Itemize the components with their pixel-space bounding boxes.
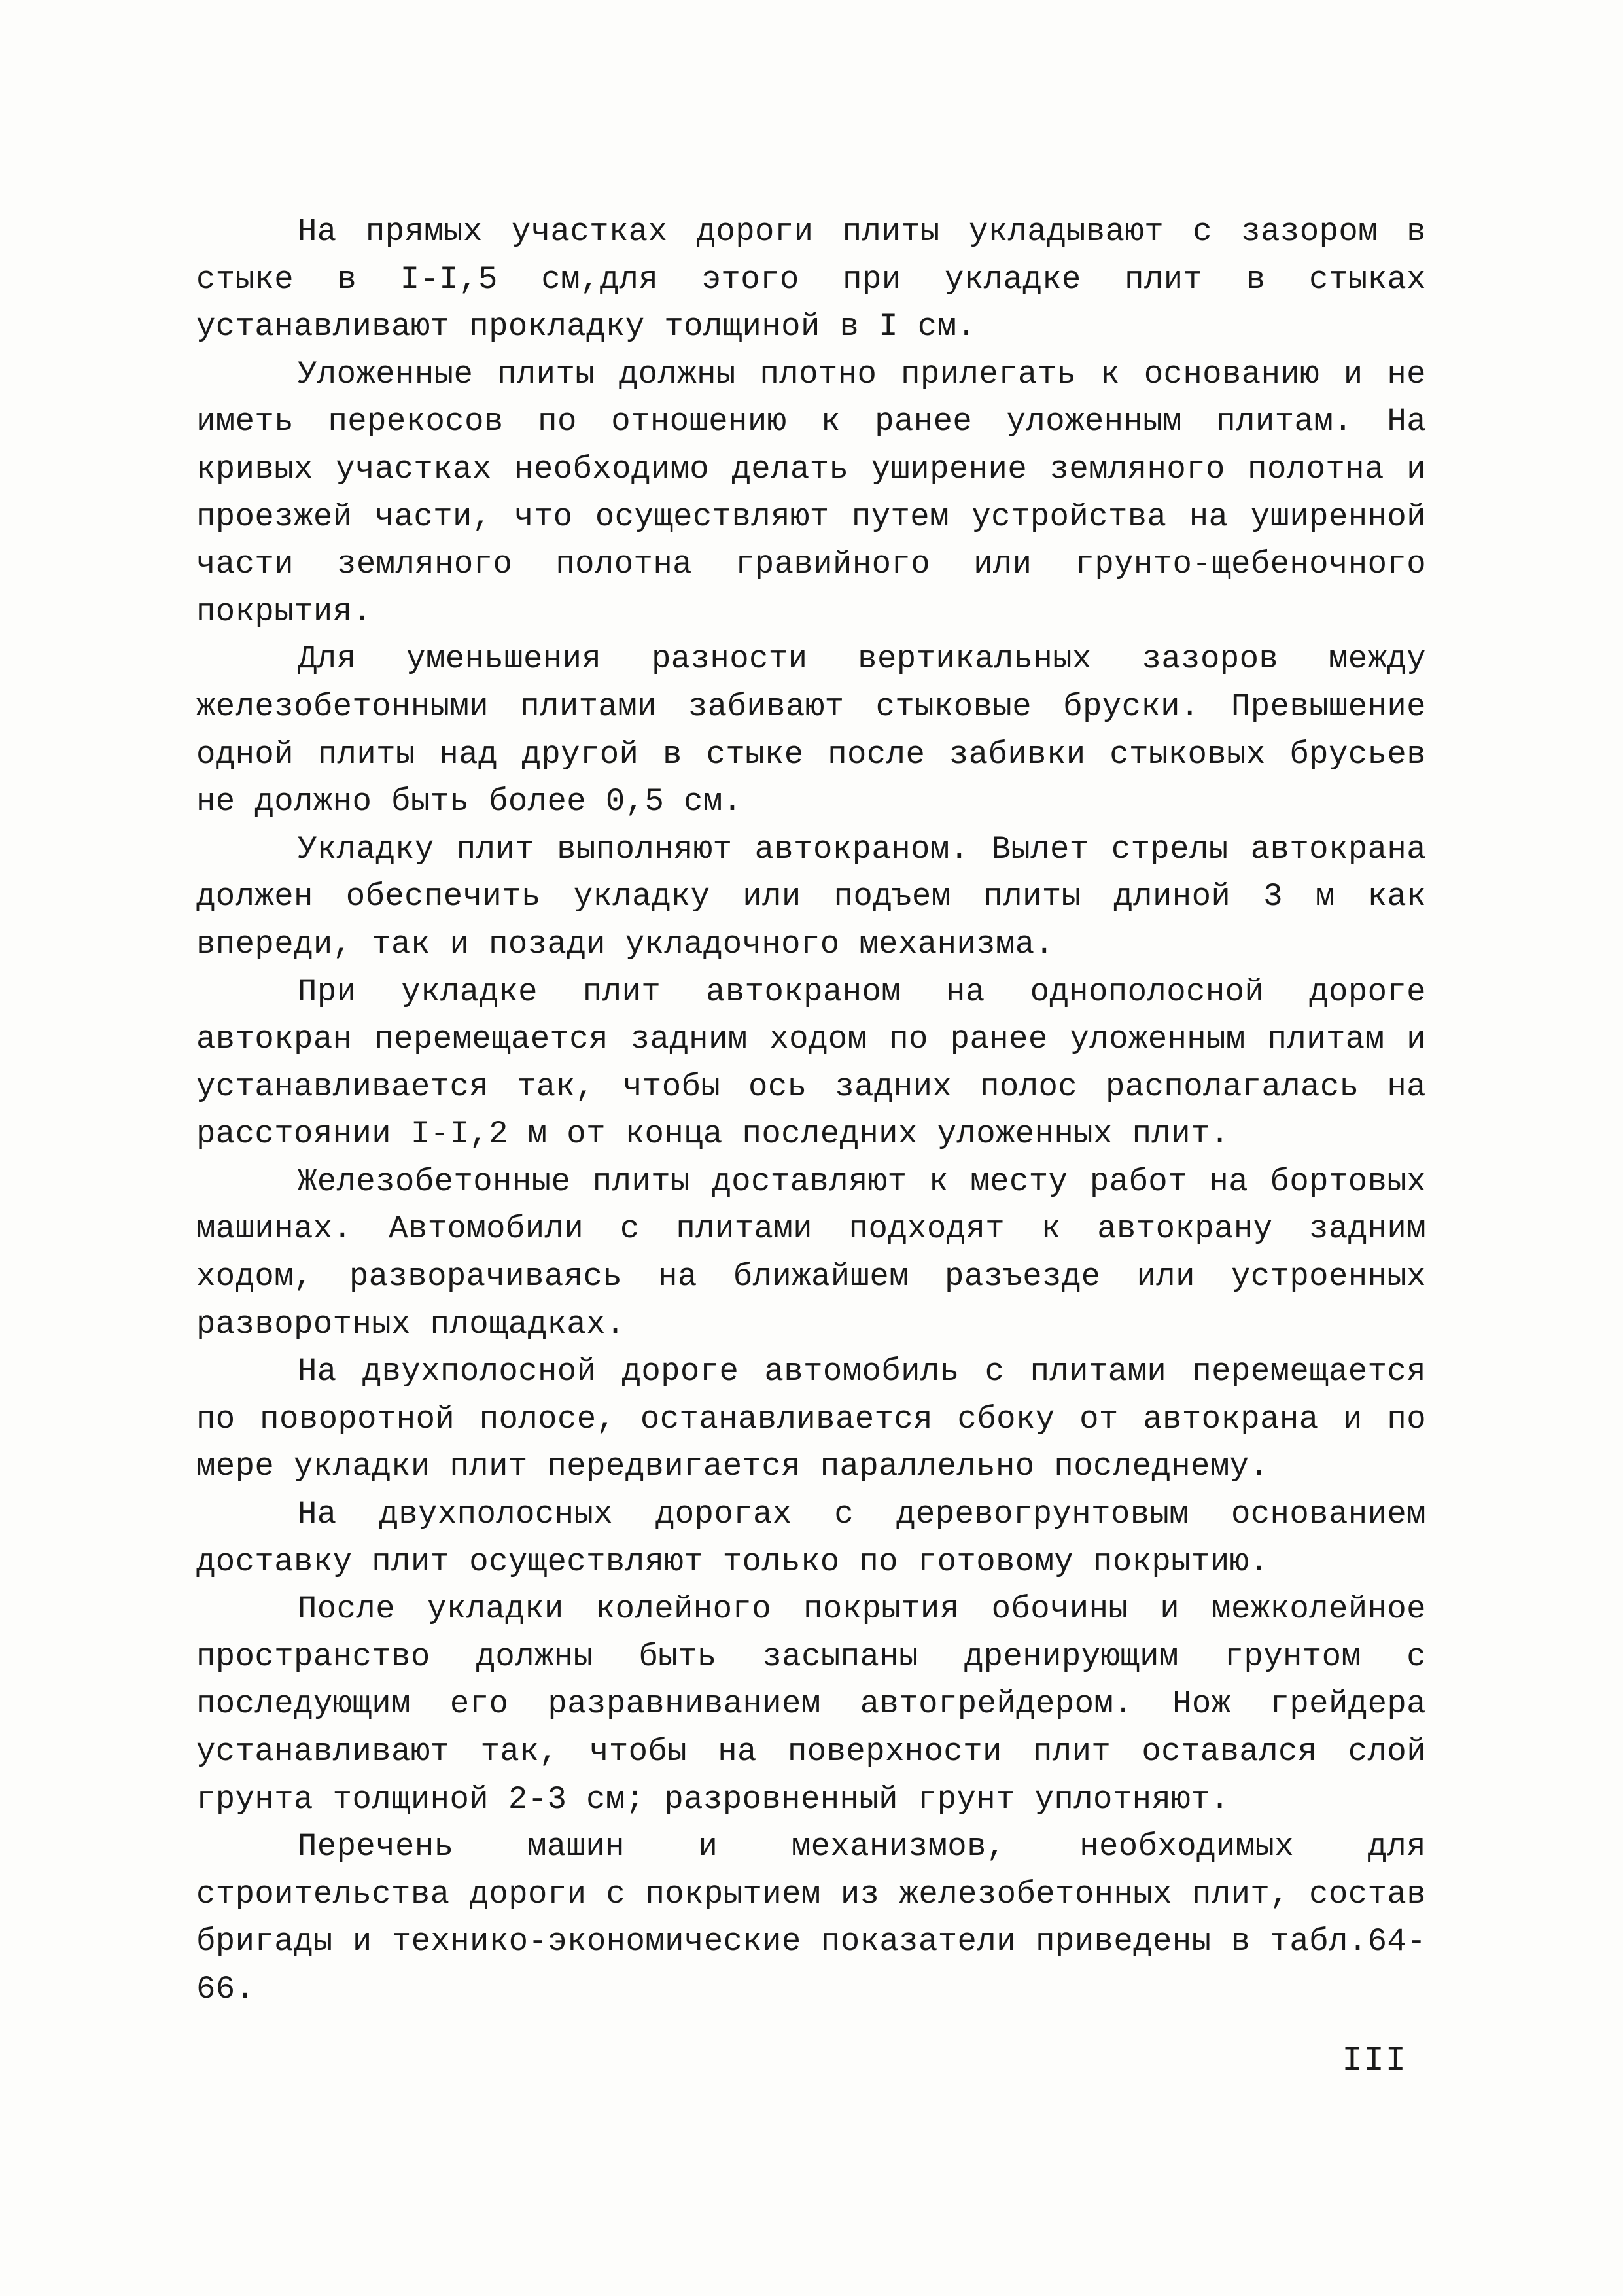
paragraph-8: На двухполосных дорогах с деревогрунтовым основанием доставку плит осуществляют только по готовому покрытию. (196, 1496, 1426, 1580)
paragraph-4: Укладку плит выполняют автокраном. Вылет стрелы автокрана должен обеспечить укладку или подъем плиты длиной 3 м как впереди, так и позади укладочного механизма. (196, 830, 1426, 963)
paragraph-1: На прямых участках дороги плиты укладывают с зазором в стыке в I-I,5 см,для этого при укладке плит в стыках устанавливают прокладку толщиной в I см. (196, 213, 1426, 345)
paragraph-2: Уложенные плиты должны плотно прилегать к основанию и не иметь перекосов по отношению к ранее уложенным плитам. На кривых участках необходимо делать уширение земляного полотна и проезжей части, что осуществляют путем устройства на уширенной части земляного полотна гравийного или грунто-щебеночного покрытия. (196, 355, 1426, 630)
paragraph-6: Железобетонные плиты доставляют к месту работ на бортовых машинах. Автомобили с плитами подходят к автокрану задним ходом, разворачиваясь на ближайшем разъезде или устроенных разворотных площадках. (196, 1163, 1426, 1343)
paragraph-5: При укладке плит автокраном на однополосной дороге автокран перемещается задним ходом по ранее уложенным плитам и устанавливается так, чтобы ось задних полос располагалась на расстоянии I-I,2 м от конца последних уложенных плит. (196, 973, 1426, 1153)
page-number: III (1342, 2041, 1407, 2080)
paragraph-7: На двухполосной дороге автомобиль с плитами перемещается по поворотной полосе, останавливается сбоку от автокрана и по мере укладки плит передвигается параллельно последнему. (196, 1353, 1426, 1485)
paragraph-3: Для уменьшения разности вертикальных зазоров между железобетонными плитами забивают стыковые бруски. Превышение одной плиты над другой в стыке после забивки стыковых брусьев не должно быть более 0,5 см. (196, 641, 1426, 821)
paragraph-10: Перечень машин и механизмов, необходимых для строительства дороги с покрытием из железобетонных плит, состав бригады и технико-экономические показатели приведены в табл.64-66. (196, 1828, 1426, 2007)
body-text (196, 208, 1426, 2013)
paragraph-9: После укладки колейного покрытия обочины и межколейное пространство должны быть засыпаны дренирующим грунтом с последующим его разравниванием автогрейдером. Нож грейдера устанавливают так, чтобы на поверхности плит оставался слой грунта толщиной 2-3 см; разровненный грунт уплотняют. (196, 1591, 1426, 1818)
